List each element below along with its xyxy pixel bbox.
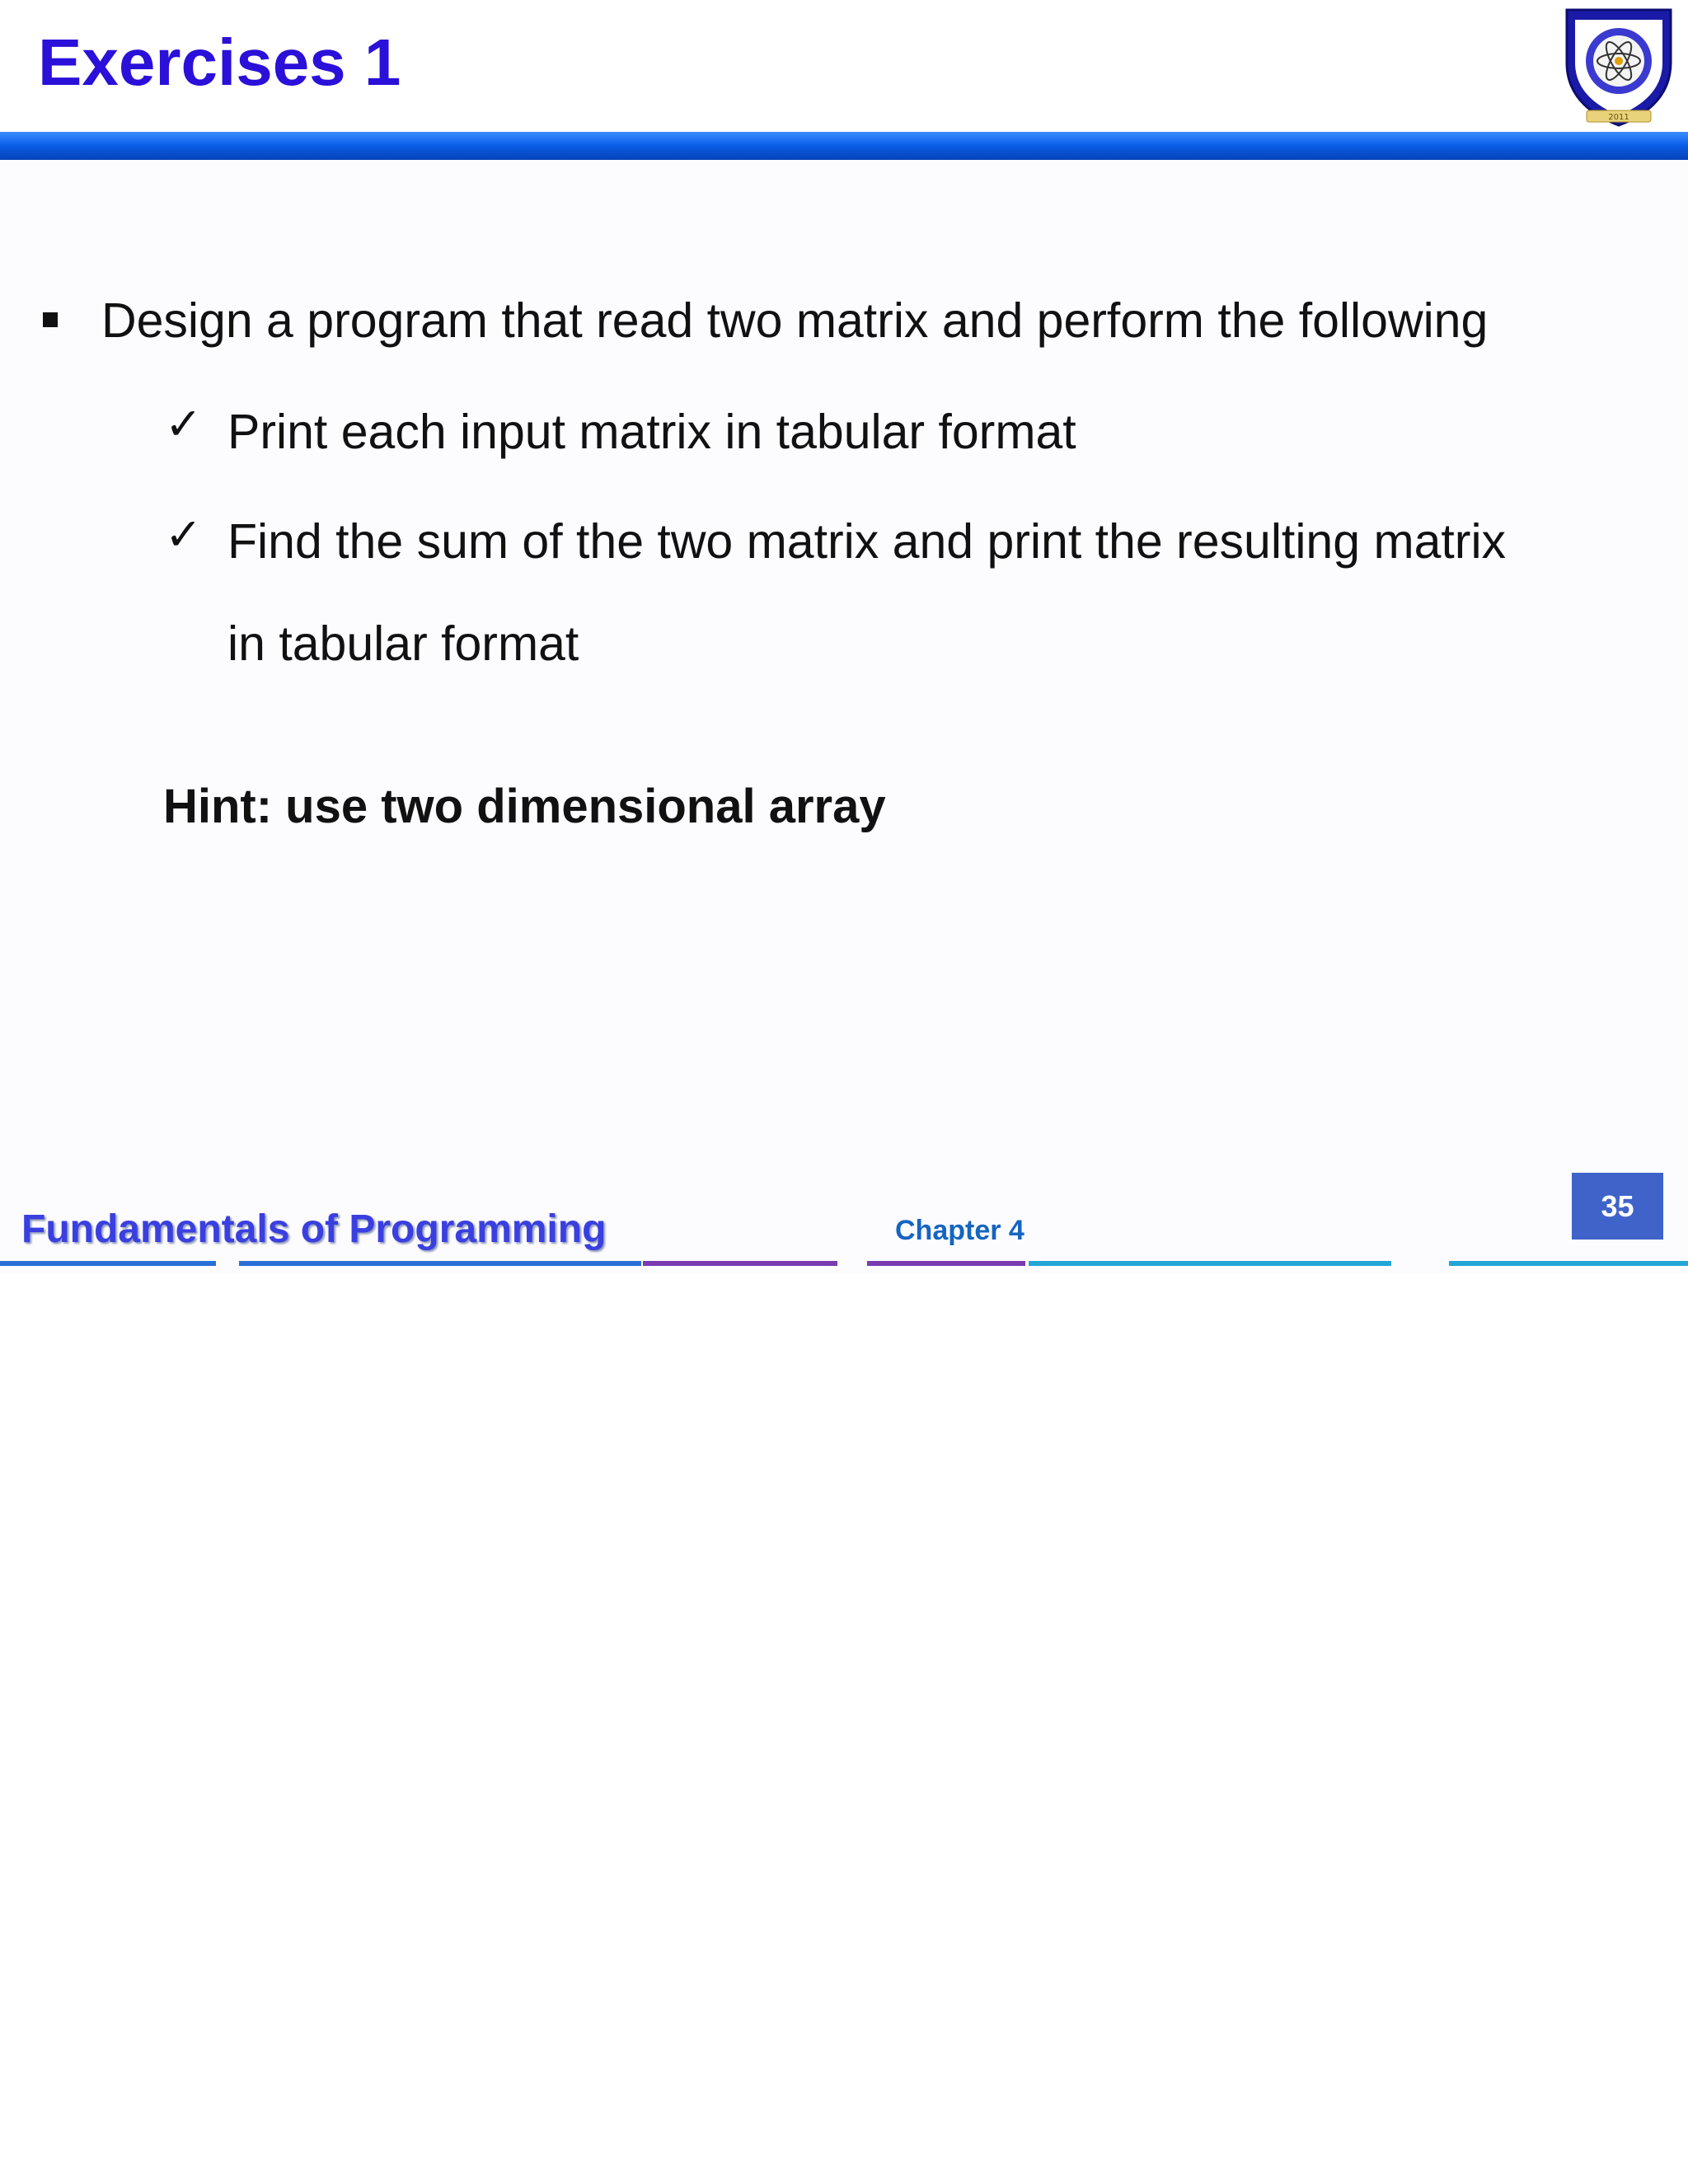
footer-chapter: Chapter 4 — [895, 1215, 1025, 1246]
sub-bullet-print: Print each input matrix in tabular format — [227, 405, 1076, 459]
bullet-square-icon — [43, 312, 58, 327]
footer-divider-segment — [1449, 1261, 1688, 1266]
logo-ribbon-text: 2011 — [1608, 113, 1629, 122]
footer-course-title: Fundamentals of Programming — [21, 1207, 607, 1251]
footer-divider-segment — [239, 1261, 641, 1266]
footer-divider-segment — [1029, 1261, 1391, 1266]
university-seal-icon — [1562, 5, 1676, 129]
sub-bullet-sum-continued: in tabular format — [227, 616, 579, 671]
footer-divider-segment — [643, 1261, 837, 1266]
hint-text: Hint: use two dimensional array — [163, 780, 886, 833]
checkmark-icon: ✓ — [165, 398, 203, 450]
slide-title: Exercises 1 — [38, 26, 401, 99]
bullet-main: Design a program that read two matrix and perform the following — [101, 293, 1489, 348]
page-number: 35 — [1601, 1188, 1634, 1223]
checkmark-icon: ✓ — [165, 509, 203, 560]
footer-divider-segment — [867, 1261, 1025, 1266]
title-bar — [0, 132, 1688, 160]
page-number-badge — [1572, 1173, 1663, 1240]
title-area — [0, 0, 1688, 132]
footer-divider-segment — [0, 1261, 216, 1266]
sub-bullet-sum: Find the sum of the two matrix and print the resulting matrix — [227, 514, 1507, 569]
